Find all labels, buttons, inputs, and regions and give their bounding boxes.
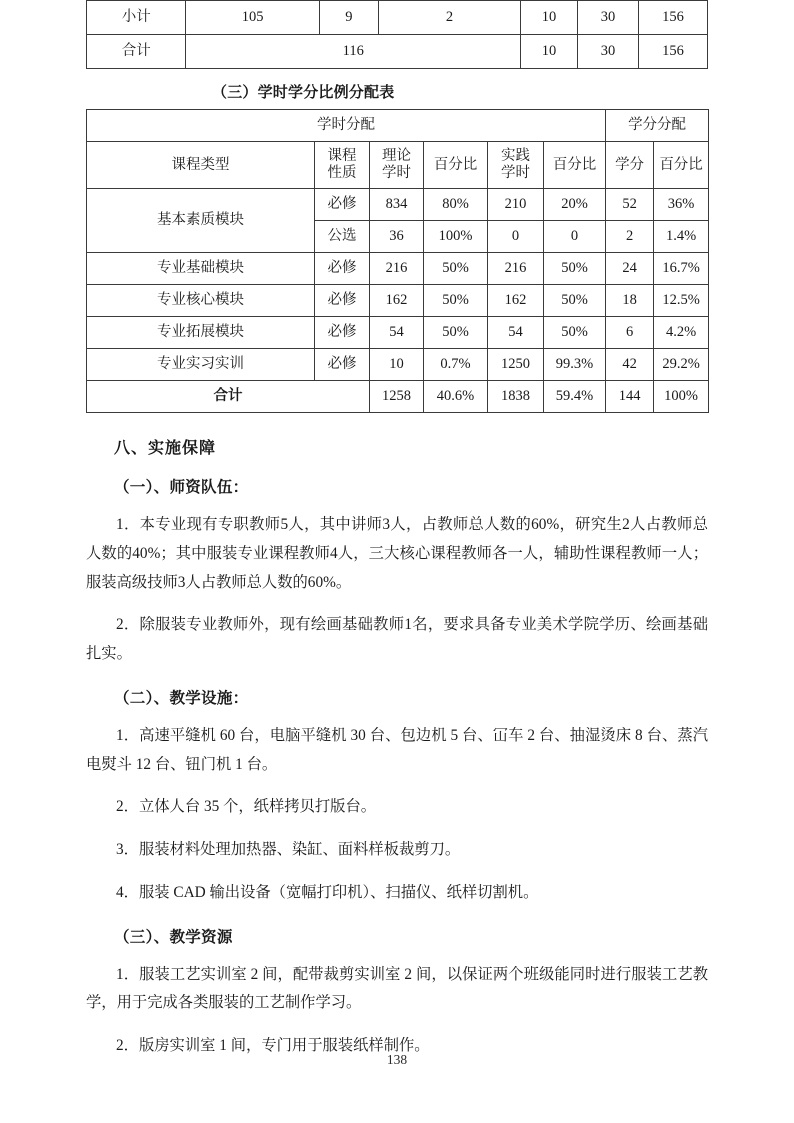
row-label-major-basic: 专业基础模块 (87, 253, 315, 285)
summary-table (86, 0, 708, 69)
cell-credits: 42 (606, 349, 654, 381)
credit-hours-table (86, 109, 709, 413)
subtotal-cell-5: 30 (577, 1, 638, 35)
page-content (86, 0, 708, 1061)
paragraph-2-2: 2．立体人台 35 个，纸样拷贝打版台。 (116, 798, 377, 816)
paragraph-2-1: 1．高速平缝机 60 台，电脑平缝机 30 台、包边机 5 台、冚车 2 台、抽湿烫床 8 台、蒸汽电熨斗 12 台、钮门机 1 台。 (86, 726, 708, 773)
subsection-heading-2: （二）、教学设施： (114, 689, 249, 707)
cell-credits-pct: 16.7% (654, 253, 709, 285)
col-header-course-nature-line1: 课程 (327, 147, 357, 164)
section-heading-8: 八、实施保障 (114, 440, 217, 457)
cell-practice-pct: 99.3% (544, 349, 606, 381)
col-header-credits-pct: 百分比 (654, 142, 709, 189)
cell-theory: 36 (370, 221, 424, 253)
cell-theory-pct: 100% (424, 221, 488, 253)
cell-practice: 162 (488, 285, 544, 317)
table-caption: （三）学时学分比例分配表 (212, 85, 395, 101)
col-header-course-type: 课程类型 (87, 142, 315, 189)
table-row (87, 1, 708, 35)
table-row (87, 189, 709, 221)
total-cell-2: 30 (577, 35, 638, 69)
cell-practice: 210 (488, 189, 544, 221)
total-practice-pct: 59.4% (544, 381, 606, 413)
cell-credits: 18 (606, 285, 654, 317)
paragraph-2-4: 4．服装 CAD 输出设备（宽幅打印机）、扫描仪、纸样切割机。 (116, 883, 539, 901)
cell-practice: 1250 (488, 349, 544, 381)
table-header-row (87, 142, 709, 189)
table-row (87, 253, 709, 285)
subsection-heading-1: （一）、师资队伍： (114, 479, 249, 496)
cell-practice: 54 (488, 317, 544, 349)
row-label-internship: 专业实习实训 (87, 349, 315, 381)
subtotal-cell-1: 105 (186, 1, 319, 35)
paragraph-2-3: 3．服装材料处理加热器、染缸、面料样板裁剪刀。 (116, 841, 461, 858)
subtotal-cell-4: 10 (521, 1, 578, 35)
cell-credits-pct: 29.2% (654, 349, 709, 381)
col-header-theory-hours (370, 142, 424, 189)
col-header-theory-hours-line1: 理论 (382, 147, 411, 164)
col-header-course-nature (315, 142, 370, 189)
total-credits: 144 (606, 381, 654, 413)
cell-credits: 52 (606, 189, 654, 221)
cell-theory-pct: 50% (424, 253, 488, 285)
col-header-course-nature-line2: 性质 (327, 165, 357, 181)
table-row (87, 349, 709, 381)
col-header-practice-hours-line2: 学时 (501, 165, 530, 181)
cell-credits-pct: 4.2% (654, 317, 709, 349)
paragraph-1-2: 2．除服装专业教师外，现有绘画基础教师1名，要求具备专业美术学院学历、绘画基础扎实。 (86, 616, 708, 662)
cell-theory: 216 (370, 253, 424, 285)
cell-practice-pct: 50% (544, 285, 606, 317)
total-credits-pct: 100% (654, 381, 709, 413)
cell-theory: 54 (370, 317, 424, 349)
total-merged-cell: 116 (186, 35, 521, 69)
row-label-basic-quality: 基本素质模块 (87, 189, 315, 253)
table-row (87, 35, 708, 69)
cell-theory-pct: 50% (424, 285, 488, 317)
col-header-practice-hours-line1: 实践 (501, 147, 530, 164)
total-cell-1: 10 (521, 35, 578, 69)
cell-credits-pct: 36% (654, 189, 709, 221)
cell-credits: 2 (606, 221, 654, 253)
col-header-credits: 学分 (606, 142, 654, 189)
subsection-heading-3: （三）、教学资源 (114, 928, 233, 946)
cell-theory: 10 (370, 349, 424, 381)
cell-credits: 24 (606, 253, 654, 285)
cell-nature: 公选 (315, 221, 370, 253)
row-label-major-extension: 专业拓展模块 (87, 317, 315, 349)
total-cell-3: 156 (639, 35, 708, 69)
table-row (87, 317, 709, 349)
col-header-theory-hours-line2: 学时 (382, 165, 411, 181)
table-row (87, 285, 709, 317)
col-header-practice-pct: 百分比 (544, 142, 606, 189)
group-header-credits: 学分分配 (606, 110, 709, 142)
subtotal-cell-6: 156 (639, 1, 708, 35)
cell-theory: 162 (370, 285, 424, 317)
total-theory: 1258 (370, 381, 424, 413)
cell-theory-pct: 0.7% (424, 349, 488, 381)
total-theory-pct: 40.6% (424, 381, 488, 413)
col-header-practice-hours (488, 142, 544, 189)
paragraph-3-2: 2．版房实训室 1 间，专门用于服装纸样制作。 (116, 1037, 430, 1054)
cell-nature: 必修 (315, 285, 370, 317)
table-group-header-row (87, 110, 709, 142)
cell-theory: 834 (370, 189, 424, 221)
cell-credits-pct: 1.4% (654, 221, 709, 253)
cell-practice-pct: 50% (544, 253, 606, 285)
row-label-major-core: 专业核心模块 (87, 285, 315, 317)
cell-practice-pct: 0 (544, 221, 606, 253)
cell-theory-pct: 80% (424, 189, 488, 221)
total-practice: 1838 (488, 381, 544, 413)
subtotal-cell-3: 2 (378, 1, 520, 35)
total-label: 合计 (87, 381, 370, 413)
cell-nature: 必修 (315, 253, 370, 285)
cell-nature: 必修 (315, 317, 370, 349)
table-total-row (87, 381, 709, 413)
paragraph-3-1: 1．服装工艺实训室 2 间，配带裁剪实训室 2 间，以保证两个班级能同时进行服装工艺教学，用于完成各类服装的工艺制作学习。 (86, 965, 708, 1012)
subtotal-label: 小计 (87, 1, 186, 35)
cell-practice-pct: 20% (544, 189, 606, 221)
cell-credits: 6 (606, 317, 654, 349)
cell-theory-pct: 50% (424, 317, 488, 349)
page-number: 138 (386, 1052, 408, 1067)
cell-credits-pct: 12.5% (654, 285, 709, 317)
col-header-theory-pct: 百分比 (424, 142, 488, 189)
total-label: 合计 (87, 35, 186, 69)
group-header-hours: 学时分配 (87, 110, 606, 142)
cell-nature: 必修 (315, 189, 370, 221)
cell-nature: 必修 (315, 349, 370, 381)
cell-practice: 216 (488, 253, 544, 285)
cell-practice-pct: 50% (544, 317, 606, 349)
subtotal-cell-2: 9 (319, 1, 378, 35)
cell-practice: 0 (488, 221, 544, 253)
paragraph-1-1: 1．本专业现有专职教师5人，其中讲师3人，占教师总人数的60%，研究生2人占教师总人数的40%；其中服装专业课程教师4人，三大核心课程教师各一人，辅助性课程教师一人；服装高级技师3人占教师总人数的60%。 (86, 516, 708, 591)
